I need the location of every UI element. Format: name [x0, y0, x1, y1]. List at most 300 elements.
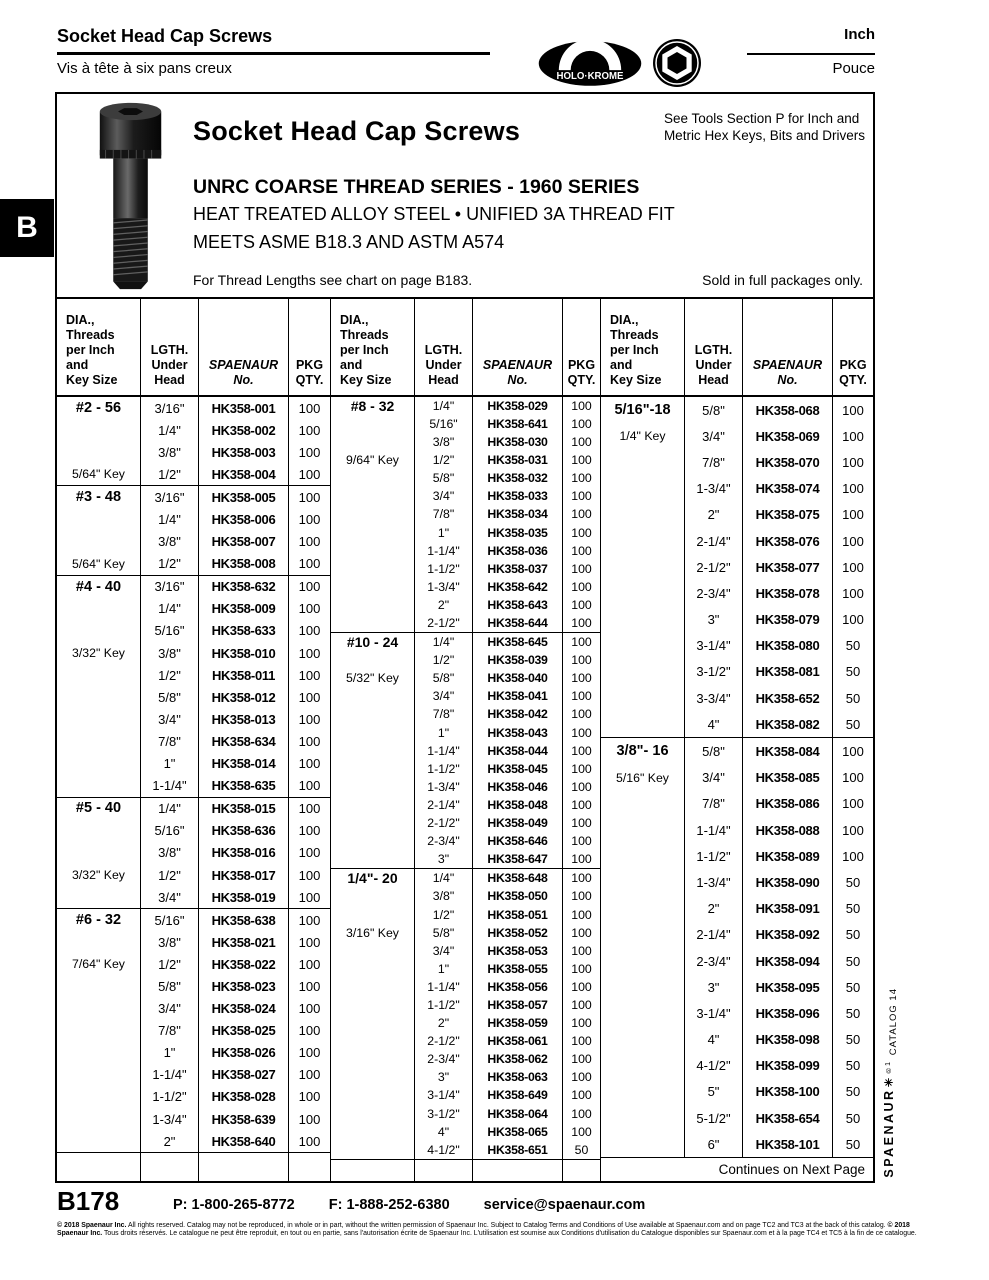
qty-cell: 50: [574, 1142, 589, 1157]
qty-cell: 100: [842, 848, 864, 864]
length-cell: 2-1/4": [685, 528, 743, 554]
length-cell: 2": [685, 896, 743, 922]
table-row: [57, 820, 330, 842]
dia-key-cell: [601, 869, 685, 895]
socket-head-cap-screw-image: [71, 98, 191, 294]
dia-key-cell: [331, 960, 415, 978]
dia-key-cell: [331, 978, 415, 996]
length-cell: 1/2": [141, 664, 199, 686]
key-size-label: 5/64" Key: [57, 463, 141, 485]
qty-cell: 100: [571, 597, 592, 612]
section-tab: B: [0, 199, 54, 257]
qty-cell: 100: [571, 889, 592, 904]
length-cell: 3/4": [415, 688, 473, 706]
part-number-cell: HK358-039: [473, 651, 563, 669]
qty-cell: 100: [298, 1111, 321, 1127]
qty-cell: 100: [571, 997, 592, 1012]
part-number-cell: HK358-654: [743, 1105, 833, 1131]
part-number-cell: HK358-036: [473, 542, 563, 560]
qty-cell: 50: [845, 1005, 861, 1021]
dia-key-cell: [57, 1130, 141, 1152]
part-number-cell: HK358-005: [199, 486, 289, 508]
length-cell: 1/4": [415, 633, 473, 651]
dia-key-cell: [331, 506, 415, 524]
unit-label-pouce: Pouce: [832, 60, 875, 77]
qty-cell: 100: [298, 689, 321, 705]
header-spaenaur-no: SPAENAUR No.: [199, 299, 289, 395]
qty-cell: 100: [842, 796, 864, 812]
holo-krome-logo: [538, 40, 642, 87]
table-row: [57, 642, 330, 664]
filler-cell: [331, 1160, 415, 1181]
length-cell: 1/4": [141, 419, 199, 441]
length-cell: 3-1/2": [415, 1105, 473, 1123]
table-row: [331, 1068, 600, 1086]
table-row: [57, 531, 330, 553]
table-row: [601, 843, 873, 869]
qty-cell: 50: [845, 638, 861, 654]
length-cell: 1-1/2": [415, 560, 473, 578]
page-title-en: Socket Head Cap Screws: [57, 26, 273, 46]
table-row: [601, 765, 873, 791]
dia-key-cell: [601, 1079, 685, 1105]
part-number-cell: HK358-014: [199, 753, 289, 775]
dia-key-cell: [601, 476, 685, 502]
qty-cell: 100: [571, 1124, 592, 1139]
table-row: [331, 869, 600, 887]
dia-key-cell: [601, 1000, 685, 1026]
size-group: [331, 397, 600, 633]
qty-cell: 100: [298, 845, 321, 861]
dia-key-cell: [601, 922, 685, 948]
length-cell: 2": [415, 1014, 473, 1032]
length-cell: 2-1/2": [685, 554, 743, 580]
qty-cell: 100: [571, 635, 592, 650]
part-number-cell: HK358-070: [743, 449, 833, 475]
dia-key-cell: [57, 508, 141, 530]
part-number-cell: HK358-641: [473, 415, 563, 433]
size-group: [331, 633, 600, 869]
length-cell: 1-1/4": [415, 742, 473, 760]
qty-cell: 100: [842, 744, 864, 760]
qty-cell: 100: [298, 534, 321, 550]
table-row: [331, 487, 600, 505]
table-row: [331, 1123, 600, 1141]
header-pkg-qty: PKG QTY.: [839, 358, 867, 387]
part-number-cell: HK358-094: [743, 948, 833, 974]
dia-key-cell: [331, 1105, 415, 1123]
length-cell: 5": [685, 1079, 743, 1105]
part-number-cell: HK358-015: [199, 798, 289, 820]
part-number-cell: HK358-025: [199, 1020, 289, 1042]
dia-key-cell: [331, 596, 415, 614]
table-row: [601, 659, 873, 685]
qty-cell: 100: [571, 961, 592, 976]
contact-line: [173, 1197, 679, 1213]
part-number-cell: HK358-084: [743, 738, 833, 764]
size-group: [57, 486, 330, 575]
part-number-cell: HK358-089: [743, 843, 833, 869]
part-number-cell: HK358-086: [743, 791, 833, 817]
table-row: [57, 1086, 330, 1108]
key-size-label: 1/4" Key: [601, 423, 685, 449]
spec-line-1: HEAT TREATED ALLOY STEEL • UNIFIED 3A THREAD FIT: [193, 204, 675, 224]
dia-key-cell: [331, 1068, 415, 1086]
table-row: [57, 775, 330, 797]
qty-cell: 100: [571, 507, 592, 522]
part-number-cell: HK358-029: [473, 397, 563, 415]
qty-cell: 100: [571, 471, 592, 486]
table-row: [57, 397, 330, 419]
dia-key-cell: [331, 433, 415, 451]
key-size-label: 5/16" Key: [601, 765, 685, 791]
qty-cell: 100: [571, 453, 592, 468]
length-cell: 1-3/4": [685, 476, 743, 502]
dia-key-cell: [331, 814, 415, 832]
dia-key-cell: [601, 1027, 685, 1053]
length-cell: 3/4": [415, 942, 473, 960]
part-number-cell: HK358-639: [199, 1108, 289, 1130]
part-number-cell: HK358-008: [199, 553, 289, 575]
dia-key-cell: [331, 850, 415, 868]
table-row: [601, 738, 873, 764]
part-number-cell: HK358-011: [199, 664, 289, 686]
qty-cell: 100: [298, 444, 321, 460]
product-table: [57, 297, 873, 1181]
table-row: [601, 423, 873, 449]
length-cell: 2": [141, 1130, 199, 1152]
table-row: [331, 850, 600, 868]
qty-cell: 100: [298, 733, 321, 749]
length-cell: 1-1/4": [415, 978, 473, 996]
qty-cell: 100: [298, 556, 321, 572]
table-row: [601, 1079, 873, 1105]
part-number-cell: HK358-059: [473, 1014, 563, 1032]
part-number-cell: HK358-019: [199, 886, 289, 908]
table-row: [331, 942, 600, 960]
table-row: [331, 906, 600, 924]
continues-note: Continues on Next Page: [718, 1162, 865, 1178]
part-number-cell: HK358-007: [199, 531, 289, 553]
length-cell: 2-1/2": [415, 1032, 473, 1050]
part-number-cell: HK358-635: [199, 775, 289, 797]
dia-label: #2 - 56: [57, 397, 141, 419]
qty-cell: 100: [298, 667, 321, 683]
key-size-label: 3/32" Key: [57, 864, 141, 886]
dia-key-cell: [601, 1105, 685, 1131]
part-number-cell: HK358-045: [473, 760, 563, 778]
dia-key-cell: [601, 974, 685, 1000]
length-cell: 2-1/4": [415, 796, 473, 814]
part-number-cell: HK358-082: [743, 711, 833, 737]
length-cell: 5/16": [141, 620, 199, 642]
table-row: [601, 711, 873, 737]
length-cell: 1-1/4": [141, 1064, 199, 1086]
table-row: [601, 476, 873, 502]
table-row: [601, 607, 873, 633]
table-row: [601, 948, 873, 974]
length-cell: 2": [415, 596, 473, 614]
qty-cell: 100: [571, 871, 592, 886]
part-number-cell: HK358-652: [743, 685, 833, 711]
part-number-cell: HK358-634: [199, 730, 289, 752]
length-cell: 1-3/4": [141, 1108, 199, 1130]
table-row: [57, 708, 330, 730]
length-cell: 1/2": [415, 451, 473, 469]
length-cell: 4": [685, 711, 743, 737]
table-row: [331, 1032, 600, 1050]
flower-icon: ✳: [883, 1072, 895, 1089]
length-cell: 7/8": [685, 791, 743, 817]
dia-key-cell: [57, 441, 141, 463]
qty-cell: 100: [298, 867, 321, 883]
qty-cell: 100: [571, 489, 592, 504]
table-row: [331, 542, 600, 560]
part-number-cell: HK358-651: [473, 1141, 563, 1159]
length-cell: 4-1/2": [415, 1141, 473, 1159]
table-row: [331, 596, 600, 614]
length-cell: 1": [141, 753, 199, 775]
table-header-row: [57, 299, 330, 397]
length-cell: 3/8": [415, 888, 473, 906]
table-row: [601, 791, 873, 817]
length-cell: 1": [141, 1042, 199, 1064]
table-row: [601, 1131, 873, 1157]
table-header-row: [331, 299, 600, 397]
length-cell: 1-1/4": [685, 817, 743, 843]
qty-cell: 100: [298, 912, 321, 928]
table-row: [57, 463, 330, 485]
fax-number: F: 1-888-252-6380: [328, 1197, 450, 1213]
length-cell: 3/4": [685, 423, 743, 449]
length-cell: 1/2": [141, 553, 199, 575]
dia-label: #4 - 40: [57, 576, 141, 598]
table-row: [601, 449, 873, 475]
qty-cell: 100: [571, 852, 592, 867]
part-number-cell: HK358-048: [473, 796, 563, 814]
length-cell: 3-1/4": [415, 1087, 473, 1105]
qty-cell: 50: [845, 901, 861, 917]
part-number-cell: HK358-046: [473, 778, 563, 796]
key-size-label: 3/32" Key: [57, 642, 141, 664]
table-row: [331, 778, 600, 796]
table-row: [57, 508, 330, 530]
dia-key-cell: [601, 843, 685, 869]
length-cell: 3/4": [141, 886, 199, 908]
qty-cell: 50: [845, 1110, 861, 1126]
table-row: [57, 1130, 330, 1152]
legal-text: [57, 1222, 933, 1239]
qty-cell: 100: [571, 398, 592, 413]
length-cell: 1-1/4": [415, 542, 473, 560]
table-row: [57, 953, 330, 975]
length-cell: 1-1/2": [685, 843, 743, 869]
table-row: [601, 528, 873, 554]
length-cell: 2-3/4": [685, 948, 743, 974]
qty-cell: 100: [571, 416, 592, 431]
length-cell: 1/2": [141, 463, 199, 485]
header-dia-threads-keysize: DIA., Threads per Inch and Key Size: [601, 299, 685, 395]
part-number-cell: HK358-016: [199, 842, 289, 864]
page-title-fr: Vis à tête à six pans creux: [57, 60, 232, 77]
qty-cell: 100: [571, 743, 592, 758]
table-row: [601, 1105, 873, 1131]
length-cell: 2-3/4": [415, 832, 473, 850]
qty-cell: 100: [571, 707, 592, 722]
part-number-cell: HK358-645: [473, 633, 563, 651]
dia-key-cell: [331, 942, 415, 960]
part-number-cell: HK358-040: [473, 669, 563, 687]
part-number-cell: HK358-021: [199, 931, 289, 953]
dia-label: #5 - 40: [57, 798, 141, 820]
size-group: [57, 909, 330, 1153]
dia-label: #6 - 32: [57, 909, 141, 931]
filler-cell: [473, 1160, 563, 1181]
filler-cell: [415, 1160, 473, 1181]
length-cell: 1/2": [415, 906, 473, 924]
part-number-cell: HK358-010: [199, 642, 289, 664]
qty-cell: 100: [298, 466, 321, 482]
legal-fr-copyright: © 2018 Spaenaur Inc.: [57, 1222, 910, 1238]
dia-key-cell: [57, 620, 141, 642]
part-number-cell: HK358-043: [473, 724, 563, 742]
table-row: [57, 686, 330, 708]
header-pkg-qty: PKG QTY.: [567, 358, 596, 387]
part-number-cell: HK358-002: [199, 419, 289, 441]
part-number-cell: HK358-090: [743, 869, 833, 895]
length-cell: 1/2": [141, 864, 199, 886]
qty-cell: 100: [298, 422, 321, 438]
length-cell: 3/16": [141, 576, 199, 598]
part-number-cell: HK358-644: [473, 614, 563, 632]
table-row: [57, 864, 330, 886]
qty-cell: 100: [298, 823, 321, 839]
qty-cell: 100: [571, 561, 592, 576]
dia-label: #10 - 24: [331, 633, 415, 651]
qty-cell: 100: [842, 770, 864, 786]
part-number-cell: HK358-646: [473, 832, 563, 850]
spec-line-2: MEETS ASME B18.3 AND ASTM A574: [193, 232, 505, 252]
header-dia-threads-keysize: DIA., Threads per Inch and Key Size: [57, 299, 141, 395]
table-row: [331, 614, 600, 632]
table-row: [57, 842, 330, 864]
table-row: [331, 433, 600, 451]
dia-key-cell: [601, 528, 685, 554]
length-cell: 5/8": [415, 469, 473, 487]
part-number-cell: HK358-640: [199, 1130, 289, 1152]
qty-cell: 100: [571, 1034, 592, 1049]
qty-cell: 100: [842, 533, 864, 549]
part-number-cell: HK358-044: [473, 742, 563, 760]
length-cell: 5/8": [415, 669, 473, 687]
qty-cell: 50: [845, 874, 861, 890]
qty-cell: 100: [571, 943, 592, 958]
part-number-cell: HK358-091: [743, 896, 833, 922]
qty-cell: 100: [842, 585, 864, 601]
part-number-cell: HK358-632: [199, 576, 289, 598]
header-pkg-qty: PKG QTY.: [295, 358, 324, 387]
length-cell: 4-1/2": [685, 1053, 743, 1079]
dia-key-cell: [601, 502, 685, 528]
length-cell: 3-1/4": [685, 1000, 743, 1026]
qty-cell: 100: [842, 822, 864, 838]
table-row: [57, 931, 330, 953]
qty-cell: 100: [842, 481, 864, 497]
catalog-edition-label: CATALOG 14: [888, 988, 899, 1056]
part-number-cell: HK358-012: [199, 686, 289, 708]
qty-cell: 100: [571, 1052, 592, 1067]
qty-cell: 100: [571, 525, 592, 540]
length-cell: 3/4": [685, 765, 743, 791]
length-cell: 6": [685, 1131, 743, 1157]
part-number-cell: HK358-041: [473, 688, 563, 706]
dia-key-cell: [57, 931, 141, 953]
dia-key-cell: [331, 688, 415, 706]
length-cell: 7/8": [415, 706, 473, 724]
dia-key-cell: [331, 651, 415, 669]
length-cell: 3/4": [415, 487, 473, 505]
qty-cell: 100: [298, 489, 321, 505]
part-number-cell: HK358-642: [473, 578, 563, 596]
dia-label: 1/4"- 20: [331, 869, 415, 887]
table-row: [57, 598, 330, 620]
dia-key-cell: [331, 578, 415, 596]
length-cell: 1-1/2": [415, 996, 473, 1014]
length-cell: 1/4": [141, 508, 199, 530]
length-cell: 7/8": [141, 730, 199, 752]
table-column-3: [601, 299, 873, 1181]
table-header-row: [601, 299, 873, 397]
part-number-cell: HK358-076: [743, 528, 833, 554]
tools-note-line2: Metric Hex Keys, Bits and Drivers: [663, 128, 865, 143]
table-row: [601, 1053, 873, 1079]
part-number-cell: HK358-024: [199, 998, 289, 1020]
dia-key-cell: [57, 1086, 141, 1108]
header-length-under-head: LGTH. Under Head: [415, 299, 473, 395]
length-cell: 1/4": [415, 397, 473, 415]
header-length-under-head: LGTH. Under Head: [141, 299, 199, 395]
table-row: [601, 896, 873, 922]
length-cell: 1/4": [141, 798, 199, 820]
dia-key-cell: [57, 1020, 141, 1042]
table-row: [57, 486, 330, 508]
length-cell: 3/8": [415, 433, 473, 451]
qty-cell: 100: [571, 1106, 592, 1121]
table-row: [57, 998, 330, 1020]
length-cell: 1-1/2": [141, 1086, 199, 1108]
qty-cell: 100: [298, 1067, 321, 1083]
table-row: [331, 724, 600, 742]
dia-key-cell: [601, 659, 685, 685]
length-cell: 3/16": [141, 486, 199, 508]
dia-key-cell: [331, 760, 415, 778]
table-filler: [57, 1153, 330, 1181]
email-address: service@spaenaur.com: [483, 1197, 646, 1213]
part-number-cell: HK358-042: [473, 706, 563, 724]
part-number-cell: HK358-085: [743, 765, 833, 791]
table-row: [331, 397, 600, 415]
length-cell: 3/16": [141, 397, 199, 419]
unit-label-inch: Inch: [844, 26, 875, 43]
part-number-cell: HK358-068: [743, 397, 833, 423]
dia-key-cell: [331, 996, 415, 1014]
length-cell: 3": [685, 607, 743, 633]
length-cell: 7/8": [685, 449, 743, 475]
size-group: [57, 576, 330, 798]
dia-key-cell: [601, 791, 685, 817]
qty-cell: 100: [298, 1001, 321, 1017]
part-number-cell: HK358-051: [473, 906, 563, 924]
